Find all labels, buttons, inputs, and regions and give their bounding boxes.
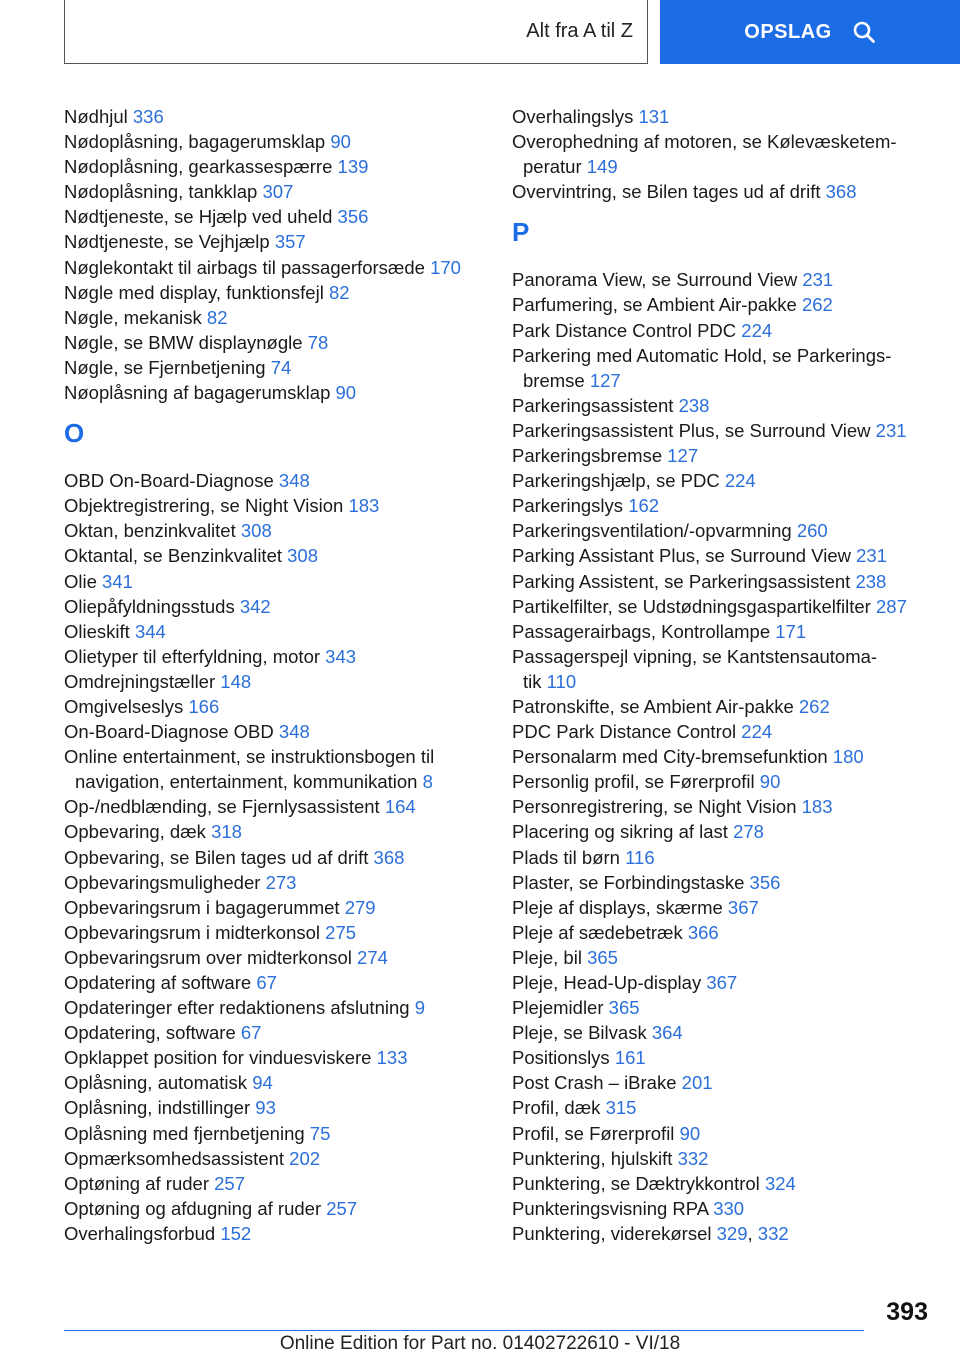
index-entry-text: Oplåsning, indstillinger (64, 1097, 251, 1119)
index-entry (64, 920, 504, 945)
page-reference-link[interactable]: 262 (801, 294, 833, 316)
page-reference-link[interactable]: 78 (307, 331, 329, 353)
page-reference-link[interactable]: 367 (727, 896, 759, 918)
index-entry-text: Nøoplåsning af bagagerumsklap (64, 382, 331, 404)
index-entry-text: Opdatering, software (64, 1022, 236, 1044)
page-reference-link[interactable]: 162 (628, 495, 660, 517)
page-reference-link[interactable]: 170 (430, 256, 461, 278)
page-reference-link[interactable]: 330 (713, 1197, 745, 1219)
index-entry-text: Nøgle med display, funktionsfejl (64, 281, 324, 303)
page-reference-link[interactable]: 307 (262, 181, 294, 203)
index-entry (512, 1171, 952, 1196)
page-reference-link[interactable]: 94 (252, 1072, 273, 1094)
page-reference-link[interactable]: 336 (132, 106, 164, 127)
index-entry (512, 1045, 952, 1070)
index-entry (64, 1221, 504, 1246)
index-entry-text: Positionslys (512, 1047, 610, 1069)
page-reference-link[interactable]: 231 (802, 269, 834, 291)
index-entry (512, 594, 952, 619)
index-entry-continuation: tik (523, 670, 542, 692)
index-entry-text: Opdatering af software (64, 972, 252, 993)
index-entry (512, 995, 952, 1020)
index-entry (512, 129, 952, 179)
page-reference-link[interactable]: 224 (724, 470, 756, 492)
page-reference-link[interactable]: 260 (796, 520, 828, 542)
index-entry (64, 744, 504, 794)
page-reference-link[interactable]: 279 (344, 896, 376, 918)
index-entry: Punktering, viderekørsel 329, 332 (512, 1222, 789, 1244)
page-reference-link[interactable]: 368 (825, 181, 857, 203)
index-entry (512, 845, 952, 870)
index-entry (512, 418, 952, 443)
index-entry-text: Pleje af displays, skærme (512, 896, 723, 918)
index-entry-text: Plads til børn (512, 846, 620, 868)
index-entry (64, 179, 504, 204)
index-entry (64, 355, 504, 380)
index-entry-text: Opbevaringsrum over midterkonsol (64, 946, 352, 968)
index-entry (64, 468, 504, 493)
index-entry (512, 292, 952, 317)
index-entry (64, 1121, 504, 1146)
page-reference-link[interactable]: 308 (240, 520, 272, 542)
section-letter: O (64, 418, 85, 449)
page-reference-link[interactable]: 287 (876, 595, 907, 617)
page-reference-link[interactable]: 315 (605, 1097, 637, 1119)
index-entry (512, 569, 952, 594)
page-reference-link[interactable]: 231 (856, 545, 888, 567)
page-reference-link[interactable]: 116 (625, 846, 655, 868)
index-entry-text: Oliepåfyldningsstuds (64, 595, 235, 617)
page-reference-link[interactable]: 341 (102, 570, 133, 592)
index-entry-text: Plaster, se Forbindingstaske (512, 871, 745, 893)
page-reference-link[interactable]: 201 (681, 1072, 713, 1094)
page-reference-link[interactable]: 180 (832, 746, 864, 768)
page-reference-link[interactable]: 133 (376, 1047, 408, 1069)
index-entry (64, 569, 504, 594)
index-entry-text: Oplåsning med fjernbetjening (64, 1122, 305, 1144)
index-entry-text: Personlig profil, se Førerprofil (512, 771, 755, 793)
index-entry-text: PDC Park Distance Control (512, 721, 737, 743)
index-entry (512, 819, 952, 844)
index-entry-text: Opklappet position for vinduesviskere (64, 1047, 372, 1069)
page-reference-link[interactable]: 171 (775, 620, 807, 642)
page-reference-link[interactable]: 90 (679, 1122, 701, 1144)
index-entry (64, 280, 504, 305)
index-entry (64, 255, 504, 280)
index-entry-text: Personregistrering, se Night Vision (512, 796, 797, 818)
index-entry-text: Optøning og afdugning af ruder (64, 1197, 322, 1219)
page-reference-link[interactable]: 9 (414, 997, 425, 1019)
index-entry-text: Parking Assistent, se Parkeringsassistent (512, 570, 851, 592)
index-entry-text: Opdateringer efter redaktionens afslutning (64, 997, 410, 1019)
page-reference-link[interactable]: 342 (239, 595, 271, 617)
page-reference-link[interactable]: 368 (373, 846, 405, 868)
index-entry-text: Profil, se Førerprofil (512, 1122, 675, 1144)
index-entry (512, 744, 952, 769)
index-entry (64, 995, 504, 1020)
page-reference-link[interactable]: 82 (206, 306, 228, 328)
index-entry (512, 945, 952, 970)
page-reference-link[interactable]: 82 (328, 281, 350, 303)
page-reference-link[interactable]: 238 (855, 570, 887, 592)
index-entry-text: Parkeringslys (512, 495, 624, 517)
index-entry-text: Parkeringsassistent (512, 394, 674, 416)
index-entry-text: Passagerairbags, Kontrollampe (512, 620, 771, 642)
index-entry (64, 493, 504, 518)
page-reference-link[interactable]: 348 (278, 721, 310, 743)
index-entry (64, 845, 504, 870)
index-entry (64, 819, 504, 844)
index-entry-text: Nødtjeneste, se Vejhjælp (64, 231, 270, 253)
index-entry-text: Pleje, bil (512, 946, 582, 968)
page-number: 393 (886, 1298, 928, 1326)
index-entry-text: Parkeringsventilation/-opvarmning (512, 520, 792, 542)
index-entry (512, 719, 952, 744)
index-entry (64, 1095, 504, 1120)
tab-opslag[interactable] (660, 0, 960, 64)
index-entry-text: Oktan, benzinkvalitet (64, 520, 236, 542)
page-reference-link[interactable]: 367 (706, 972, 738, 993)
index-entry (64, 719, 504, 744)
index-entry (512, 769, 952, 794)
index-entry-text: Parfumering, se Ambient Air-pakke (512, 294, 797, 316)
page-reference-link[interactable]: 257 (214, 1172, 246, 1194)
page-reference-link[interactable]: 166 (188, 695, 220, 717)
index-entry (512, 1020, 952, 1045)
index-entry (512, 518, 952, 543)
index-entry-text: Overhalingsforbud (64, 1222, 216, 1244)
index-entry-text: Profil, dæk (512, 1097, 601, 1119)
page-reference-link[interactable]: 278 (733, 821, 764, 843)
index-entry (64, 104, 504, 129)
page-reference-link[interactable]: 366 (687, 921, 719, 943)
index-entry (512, 343, 952, 393)
index-entry-text: Parkeringsassistent Plus, se Surround View (512, 419, 871, 441)
index-entry (64, 518, 504, 543)
page-reference-link[interactable]: 262 (798, 695, 830, 717)
index-entry-text: Nødhjul (64, 106, 128, 127)
page-reference-link[interactable]: 332 (677, 1147, 709, 1169)
index-entry (512, 694, 952, 719)
index-entry (512, 895, 952, 920)
page-reference-link[interactable]: 365 (608, 997, 640, 1019)
page-reference-link[interactable]: 274 (357, 946, 388, 968)
page-reference-link[interactable]: 357 (274, 231, 306, 253)
index-entry (64, 794, 504, 819)
page-reference-link[interactable]: 148 (220, 670, 252, 692)
index-entry-text: Post Crash – iBrake (512, 1072, 677, 1094)
tab-alt-fra-a-til-z-label: Alt fra A til Z (526, 20, 633, 42)
index-entry (512, 104, 952, 129)
page-reference-link[interactable]: 275 (325, 921, 357, 943)
index-entry-text: Olieskift (64, 620, 130, 642)
page-reference-link[interactable]: 127 (667, 445, 699, 467)
index-entry-text: Olietyper til efterfyldning, motor (64, 645, 321, 667)
index-entry (512, 393, 952, 418)
index-entry-text: Omdrejningstæller (64, 670, 216, 692)
page-reference-link[interactable]: 183 (801, 796, 833, 818)
tab-opslag-label: OPSLAG (744, 20, 832, 43)
index-entry-text: Opbevaring, se Bilen tages ud af drift (64, 846, 369, 868)
footer-divider (64, 1330, 864, 1331)
page-reference-link[interactable]: 308 (287, 545, 319, 567)
page-reference-link[interactable]: 67 (240, 1022, 262, 1044)
search-icon (852, 20, 876, 44)
index-entry-text: Parkeringshjælp, se PDC (512, 470, 720, 492)
index-entry (512, 318, 952, 343)
index-entry-continuation: bremse (523, 369, 585, 391)
index-entry-text: Nøgle, se BMW displaynøgle (64, 331, 303, 353)
index-entry (64, 1045, 504, 1070)
index-entry (512, 1196, 952, 1221)
index-entry (512, 267, 952, 292)
index-entry-text: Placering og sikring af last (512, 821, 728, 843)
index-entry (512, 493, 952, 518)
page-reference-link[interactable]: 343 (325, 645, 357, 667)
page-reference-link[interactable]: 348 (278, 470, 310, 492)
index-entry-text: Plejemidler (512, 997, 604, 1019)
index-entry (64, 945, 504, 970)
index-entry (64, 1020, 504, 1045)
index-entry-text: Overhalingslys (512, 106, 634, 127)
index-entry (512, 1146, 952, 1171)
index-entry (64, 1171, 504, 1196)
index-entry (64, 1146, 504, 1171)
page-reference-link[interactable]: 93 (255, 1097, 276, 1119)
index-entry-text: Opmærksomhedsassistent (64, 1147, 285, 1169)
index-entry (64, 594, 504, 619)
page-reference-link[interactable]: 238 (678, 394, 710, 416)
page-reference-link[interactable]: 183 (348, 495, 380, 517)
index-entry (64, 970, 504, 995)
page-reference-link[interactable]: 224 (741, 721, 773, 743)
index-entry (64, 870, 504, 895)
index-entry (512, 794, 952, 819)
index-entry (512, 1095, 952, 1120)
section-letter: P (512, 217, 530, 248)
index-entry-text: Pleje, Head-Up-display (512, 972, 702, 993)
page-reference-link[interactable]: 202 (289, 1147, 321, 1169)
index-entry-text: Passagerspejl vipning, se Kantstensautoma- (512, 645, 878, 667)
index-entry-text: Partikelfilter, se Udstødningsgaspartikelfilter (512, 595, 871, 617)
index-entry (512, 644, 952, 694)
page-reference-link[interactable]: 127 (589, 369, 621, 391)
index-entry-text: Opbevaring, dæk (64, 821, 206, 843)
page-reference-link[interactable]: 356 (749, 871, 781, 893)
page-reference-link[interactable]: 224 (741, 319, 773, 341)
index-entry (64, 644, 504, 669)
page-reference-link[interactable]: 364 (651, 1022, 683, 1044)
page-reference-link[interactable]: 90 (330, 131, 351, 153)
index-entry-text: Pleje af sædebetræk (512, 921, 683, 943)
index-entry-text: Oktantal, se Benzinkvalitet (64, 545, 282, 567)
index-entry (64, 154, 504, 179)
index-entry-text: Online entertainment, se instruktionsbogen til (64, 746, 435, 768)
index-entry-text: Personalarm med City-bremsefunktion (512, 746, 828, 768)
index-entry-text: Omgivelseslys (64, 695, 184, 717)
page-reference-link[interactable]: 324 (764, 1172, 796, 1194)
index-entry (64, 229, 504, 254)
index-entry-continuation: peratur (523, 156, 582, 178)
index-entry (64, 204, 504, 229)
page-reference-link[interactable]: 365 (587, 946, 618, 968)
index-entry (512, 970, 952, 995)
index-entry (64, 380, 504, 405)
tab-alt-fra-a-til-z[interactable] (64, 0, 648, 64)
page-reference-link[interactable]: 273 (265, 871, 297, 893)
index-entry (512, 443, 952, 468)
page-reference-link[interactable]: 161 (614, 1047, 646, 1069)
header (0, 0, 960, 66)
index-column-right (512, 104, 952, 1246)
page-reference-link[interactable]: 318 (211, 821, 242, 843)
page-reference-link[interactable]: 131 (638, 106, 670, 127)
index-entry-text: Patronskifte, se Ambient Air-pakke (512, 695, 794, 717)
page-reference-link[interactable]: 344 (134, 620, 166, 642)
index-entry (512, 468, 952, 493)
page-reference-link[interactable]: 231 (875, 419, 907, 441)
index-entry-text: Opbevaringsrum i midterkonsol (64, 921, 321, 943)
index-entry-text: Oplåsning, automatisk (64, 1072, 248, 1094)
page-reference-link[interactable]: 356 (337, 206, 369, 228)
index-entry-text: Panorama View, se Surround View (512, 269, 798, 291)
index-entry-text: Overophedning af motoren, se Kølevæsketem- (512, 131, 897, 153)
index-entry (64, 305, 504, 330)
page-reference-link[interactable]: 110 (546, 670, 577, 692)
page-reference-link[interactable]: 90 (759, 771, 781, 793)
index-entry-text: Parking Assistant Plus, se Surround View (512, 545, 851, 567)
page-reference-link[interactable]: 149 (586, 156, 618, 178)
index-entry-text: Nødoplåsning, tankklap (64, 181, 258, 203)
index-entry-continuation: navigation, entertainment, kommunikation (75, 771, 418, 793)
index-entry (64, 129, 504, 154)
page-reference-link[interactable]: 139 (337, 156, 369, 178)
index-entry-text: Objektregistrering, se Night Vision (64, 495, 344, 517)
footer-edition-text: Online Edition for Part no. 01402722610 - VI/18 (279, 1333, 681, 1354)
index-entry-text: Olie (64, 570, 97, 592)
page-reference-link[interactable]: 90 (335, 382, 357, 404)
page-reference-link[interactable]: 332 (757, 1222, 789, 1244)
index-entry-text: Opbevaringsmuligheder (64, 871, 261, 893)
index-entry-text: Punktering, se Dæktrykkontrol (512, 1172, 760, 1194)
page-reference-link[interactable]: 75 (309, 1122, 331, 1144)
index-entry-text: Nøgle, se Fjernbetjening (64, 356, 266, 378)
index-entry (64, 543, 504, 568)
page-reference-link[interactable]: 152 (220, 1222, 252, 1244)
index-entry (64, 1196, 504, 1221)
page-reference-link[interactable]: 67 (256, 972, 277, 993)
index-entry-text: Nøglekontakt til airbags til passagerforsæde (64, 256, 425, 278)
index-entry (64, 619, 504, 644)
index-entry (512, 1070, 952, 1095)
index-entry-text: Punktering, hjulskift (512, 1147, 673, 1169)
page-reference-link[interactable]: 164 (384, 796, 416, 818)
index-entry-text: Nødtjeneste, se Hjælp ved uheld (64, 206, 333, 228)
page-reference-link[interactable]: 257 (326, 1197, 358, 1219)
index-column-left (64, 104, 504, 1246)
index-entry-text: Op-/nedblænding, se Fjernlysassistent (64, 796, 380, 818)
index-entry (64, 669, 504, 694)
index-entry-text: OBD On-Board-Diagnose (64, 470, 274, 492)
index-entry (64, 694, 504, 719)
index-entry-text: Overvintring, se Bilen tages ud af drift (512, 181, 821, 203)
index-entry-text: Pleje, se Bilvask (512, 1022, 647, 1044)
index-entry-text: Opbevaringsrum i bagagerummet (64, 896, 340, 918)
index-entry (512, 543, 952, 568)
index-entry-text: Punktering, viderekørsel (512, 1222, 712, 1244)
index-entry-text: Parkeringsbremse (512, 445, 663, 467)
index-entry-text: Nøgle, mekanisk (64, 306, 202, 328)
index-entry-text: Optøning af ruder (64, 1172, 209, 1194)
index-entry (64, 895, 504, 920)
index-entry-text: Nødoplåsning, gearkassespærre (64, 156, 333, 178)
index-entry (512, 619, 952, 644)
index-entry (512, 179, 952, 204)
index-entry (64, 1070, 504, 1095)
page-reference-link[interactable]: 329 (716, 1222, 748, 1244)
index-entry-text: On-Board-Diagnose OBD (64, 721, 274, 743)
index-entry-text: Park Distance Control PDC (512, 319, 737, 341)
page-reference-link[interactable]: 74 (270, 356, 292, 378)
page-reference-link[interactable]: 8 (422, 771, 433, 793)
index-entry (512, 870, 952, 895)
index-entry (512, 920, 952, 945)
index-entry (512, 1121, 952, 1146)
index-entry (64, 330, 504, 355)
index-entry-text: Parkering med Automatic Hold, se Parkerings- (512, 344, 892, 366)
index-entry-text: Nødoplåsning, bagagerumsklap (64, 131, 326, 153)
index-entry-text: Punkteringsvisning RPA (512, 1197, 709, 1219)
